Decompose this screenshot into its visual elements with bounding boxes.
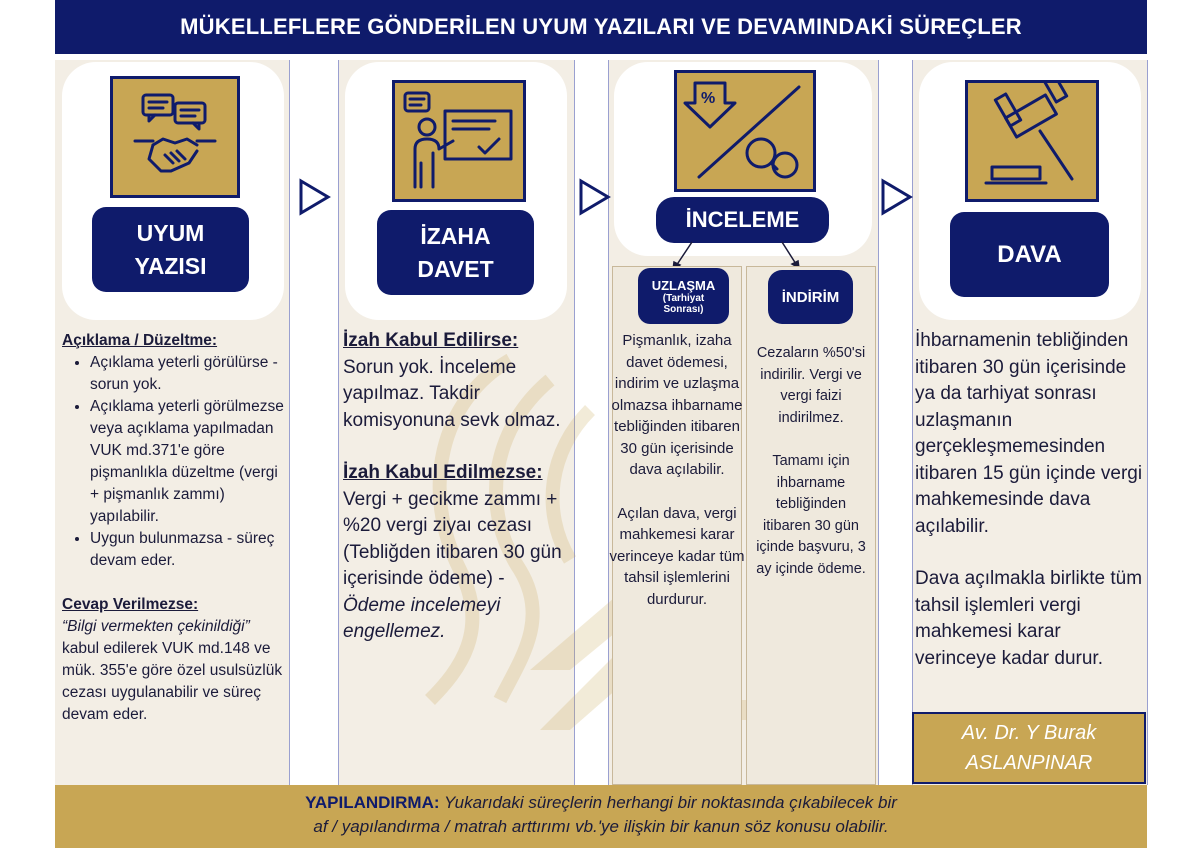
- section-heading: İzah Kabul Edilmezse:: [343, 462, 543, 483]
- page-title-text: MÜKELLEFLERE GÖNDERİLEN UYUM YAZILARI VE DEVAMINDAKİ SÜREÇLER: [180, 14, 1022, 39]
- pill-uyum-yazisi[interactable]: [92, 207, 249, 292]
- col1-text: [62, 330, 284, 726]
- gavel-icon: [968, 83, 1096, 199]
- list-item: • Açıklama yeterli görülürse - sorun yok.: [90, 352, 284, 396]
- list-item: • Uygun bulunmazsa - süreç devam eder.: [90, 528, 284, 572]
- list-item: • Açıklama yeterli görülmezse veya açıklama yapılmadan VUK md.371'e göre pişmanlıkla düzeltme (vergi + pişmanlık zammı) yapılabilir.: [90, 396, 284, 528]
- pill-line: DAVET: [417, 255, 494, 282]
- dash-text: -: [492, 568, 505, 589]
- paragraph-text: kabul edilerek VUK md.148 ve mük. 355'e göre özel usulsüzlük cezası uygulanabilir ve süreç devam eder.: [62, 640, 283, 723]
- paragraph: Dava açılmakla birlikte tüm tahsil işlemleri vergi mahkemesi karar verinceye kadar durur.: [915, 568, 1143, 669]
- col4-text: [915, 328, 1147, 672]
- presentation-icon: [395, 83, 523, 199]
- paragraph: Pişmanlık, izaha davet ödemesi, indirim ve uzlaşma olmazsa ihbarname tebliğinden itibaren 30 gün içerisinde dava açılabilir.: [611, 332, 743, 478]
- col2-text: [343, 328, 571, 646]
- footer-line: [55, 791, 1147, 815]
- paragraph-text: Vergi + gecikme zammı + %20 vergi ziyaı cezası (Tebliğden itibaren 30 gün içerisinde ödeme): [343, 488, 562, 589]
- signature-line: ASLANPINAR: [965, 752, 1093, 774]
- pill-line: UYUM: [136, 219, 205, 246]
- paragraph: Tamamı için ihbarname tebliğinden itibaren 30 gün içinde başvuru, 3 ay içinde ödeme.: [756, 453, 866, 577]
- divider: [912, 60, 913, 785]
- next-arrow-icon: [880, 178, 914, 216]
- divider: [289, 60, 290, 785]
- pill-line: İNCELEME: [685, 207, 800, 232]
- icon-box-izah: [392, 80, 526, 202]
- paragraph: Açılan dava, vergi mahkemesi karar verinceye kadar tüm tahsil işlemlerini durdurur.: [609, 504, 745, 608]
- pill-uzlasma[interactable]: [638, 268, 729, 324]
- paragraph: [62, 616, 284, 726]
- pill-indirim[interactable]: [768, 270, 853, 324]
- handshake-chat-icon: [113, 79, 237, 195]
- footer-label: YAPILANDIRMA:: [305, 793, 440, 812]
- discount-search-icon: [677, 73, 813, 189]
- next-arrow-icon: [578, 178, 612, 216]
- pill-line: UZLAŞMA: [651, 277, 716, 293]
- uzlasma-text: [608, 330, 746, 610]
- quote-text: “Bilgi vermekten çekinildiği”: [62, 618, 250, 635]
- pill-subline: (Tarhiyat: [662, 292, 705, 304]
- footer-note: [55, 785, 1147, 848]
- signature-line: Av. Dr. Y Burak: [961, 722, 1097, 744]
- icon-box-uyum: [110, 76, 240, 198]
- pill-line: İZAHA: [420, 222, 491, 249]
- paragraph: İhbarnamenin tebliğinden itibaren 30 gün içerisinde ya da tarhiyat sonrası uzlaşmanın gerçekleşmemesinden itibaren 15 gün içinde vergi mahkemesinde dava açılabilir.: [915, 330, 1143, 537]
- indirim-text: [752, 343, 870, 580]
- pill-line: İNDİRİM: [781, 288, 840, 306]
- footer-line: af / yapılandırma / matrah arttırımı vb.'ye ilişkin bir kanun söz konusu olabilir.: [313, 817, 889, 836]
- icon-box-inceleme: [674, 70, 816, 192]
- svg-text:%: %: [701, 90, 716, 107]
- paragraph: Sorun yok. İnceleme yapılmaz. Takdir komisyonuna sevk olmaz.: [343, 356, 561, 431]
- paragraph: Cezaların %50'si indirilir. Vergi ve vergi faizi indirilmez.: [756, 345, 866, 426]
- page-title: [55, 0, 1147, 54]
- section-heading: İzah Kabul Edilirse:: [343, 330, 519, 351]
- paragraph: [343, 487, 571, 646]
- divider: [338, 60, 339, 785]
- icon-box-dava: [965, 80, 1099, 202]
- section-heading: Açıklama / Düzeltme:: [62, 332, 218, 349]
- section-heading: Cevap Verilmezse:: [62, 596, 199, 613]
- pill-izaha-davet[interactable]: [377, 210, 534, 295]
- footer-text: Yukarıdaki süreçlerin herhangi bir noktasında çıkabilecek bir: [439, 793, 897, 812]
- emphasis-text: Ödeme incelemeyi engellemez.: [343, 594, 501, 642]
- pill-line: YAZISI: [134, 252, 207, 279]
- next-arrow-icon: [298, 178, 332, 216]
- divider: [1147, 60, 1148, 785]
- divider: [878, 60, 879, 785]
- pill-dava[interactable]: [950, 212, 1109, 297]
- pill-line: DAVA: [997, 240, 1062, 268]
- bullet-list: [62, 352, 284, 572]
- pill-subline: Sonrası): [663, 303, 704, 315]
- author-signature: [912, 712, 1146, 784]
